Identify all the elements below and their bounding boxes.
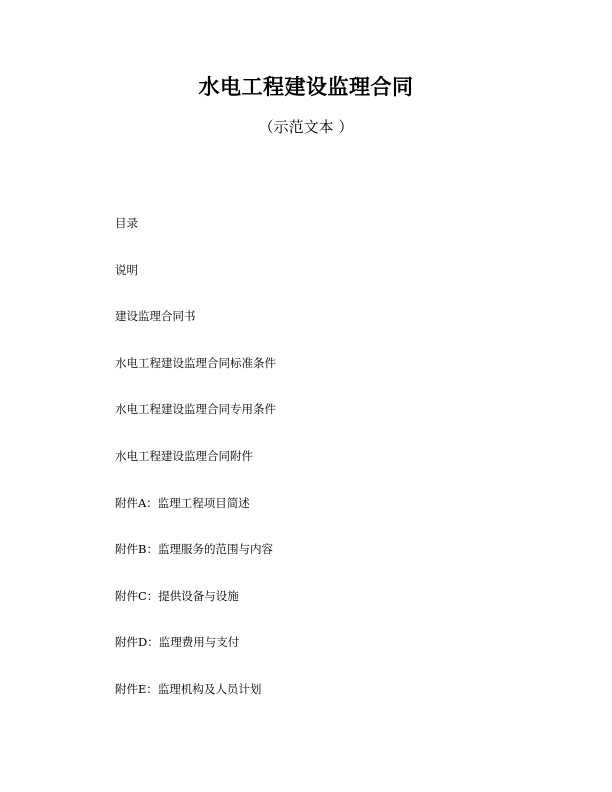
toc-item-contract-agreement: 建设监理合同书 [115, 309, 196, 324]
toc-item-appendices: 水电工程建设监理合同附件 [115, 448, 253, 463]
toc-item-appendix-c: 附件C：提供设备与设施 [115, 588, 239, 603]
toc-item-explanation: 说明 [115, 262, 138, 277]
toc-item-contents: 目录 [115, 216, 138, 230]
toc-item-standard-conditions: 水电工程建设监理合同标准条件 [115, 355, 276, 370]
document-title: 水电工程建设监理合同 [198, 75, 414, 99]
toc-item-special-conditions: 水电工程建设监理合同专用条件 [115, 402, 276, 417]
toc-item-appendix-d: 附件D：监理费用与支付 [115, 635, 240, 650]
toc-item-appendix-e: 附件E：监理机构及人员计划 [115, 681, 262, 696]
toc-item-appendix-a: 附件A：监理工程项目简述 [115, 495, 250, 510]
table-of-contents [115, 213, 276, 726]
document-subtitle: （示范文本 ） [258, 118, 354, 136]
toc-item-appendix-b: 附件B：监理服务的范围与内容 [115, 542, 273, 557]
